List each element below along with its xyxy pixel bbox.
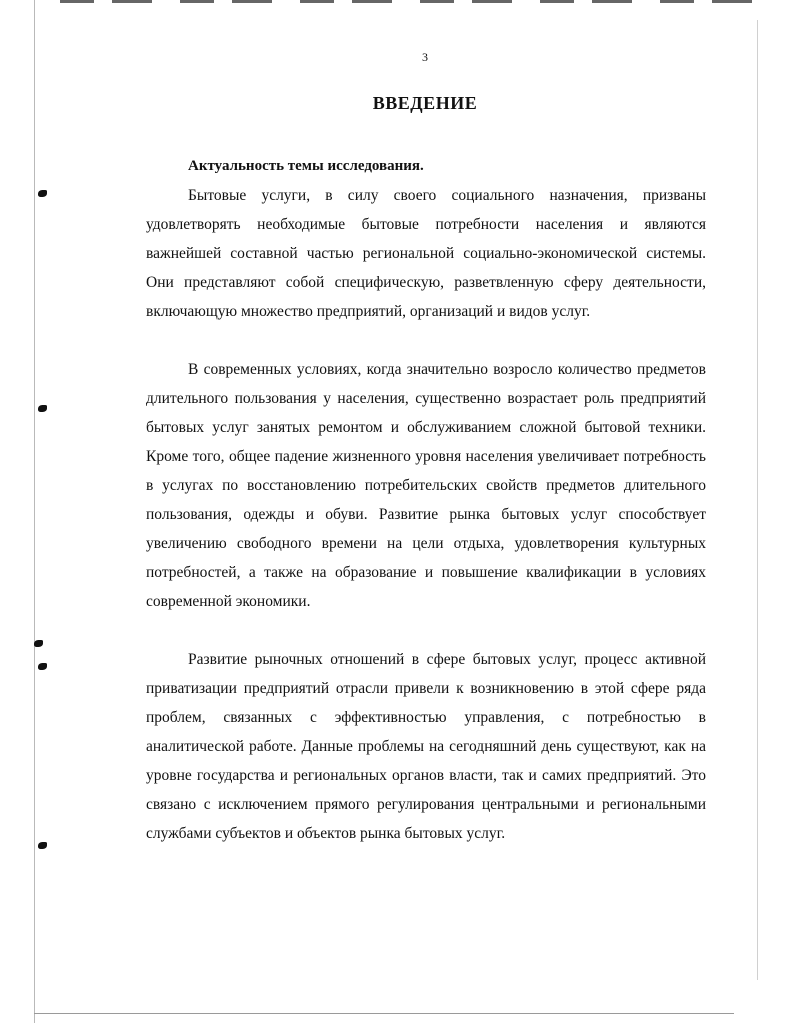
binding-hole-mark bbox=[38, 190, 47, 197]
binding-hole-mark bbox=[34, 640, 43, 647]
section-heading: Актуальность темы исследования. bbox=[188, 158, 424, 174]
paragraph: Бытовые услуги, в силу своего социального назначения, призваны удовлетворять необходимые бытовые потребности населения и являются важнейшей составной частью региональной социально-экономической системы. Они представляют собой специфическую, разветвленную сферу деятельности, включающую множество предприятий, организаций и видов услуг. bbox=[146, 187, 706, 320]
scan-artifact-right-edge bbox=[757, 20, 758, 980]
binding-hole-mark bbox=[38, 842, 47, 849]
page-title: ВВЕДЕНИЕ bbox=[372, 93, 478, 113]
paragraph: В современных условиях, когда значительно возросло количество предметов длительного пользования у населения, существенно возрастает роль предприятий бытовых услуг занятых ремонтом и обслуживанием сложной бытовой техники. Кроме того, общее падение жизненного уровня населения увеличивает потребность в услугах по восстановлению потребительских свойств предметов длительного пользования, одежды и обуви. Развитие рынка бытовых услуг способствует увеличению свободного времени на цели отдыха, удовлетворения культурных потребностей, а также на образование и повышение квалификации в условиях современной экономики. bbox=[146, 361, 706, 610]
scan-artifact-bottom-edge bbox=[34, 1013, 734, 1014]
binding-hole-mark bbox=[38, 663, 47, 670]
scan-artifact-left-edge bbox=[34, 0, 35, 1023]
scan-artifact-top bbox=[60, 0, 760, 3]
paragraph: Развитие рыночных отношений в сфере бытовых услуг, процесс активной приватизации предприятий отрасли привели к возникновению в этой сфере ряда проблем, связанных с эффективностью управления, с потребностью в аналитической работе. Данные проблемы на сегодняшний день существуют, как на уровне государства и региональных органов власти, так и самих предприятий. Это связано с исключением прямого регулирования центральными и региональными службами субъектов и объектов рынка бытовых услуг. bbox=[146, 651, 706, 842]
page-number: 3 bbox=[422, 50, 428, 64]
binding-hole-mark bbox=[38, 405, 47, 412]
